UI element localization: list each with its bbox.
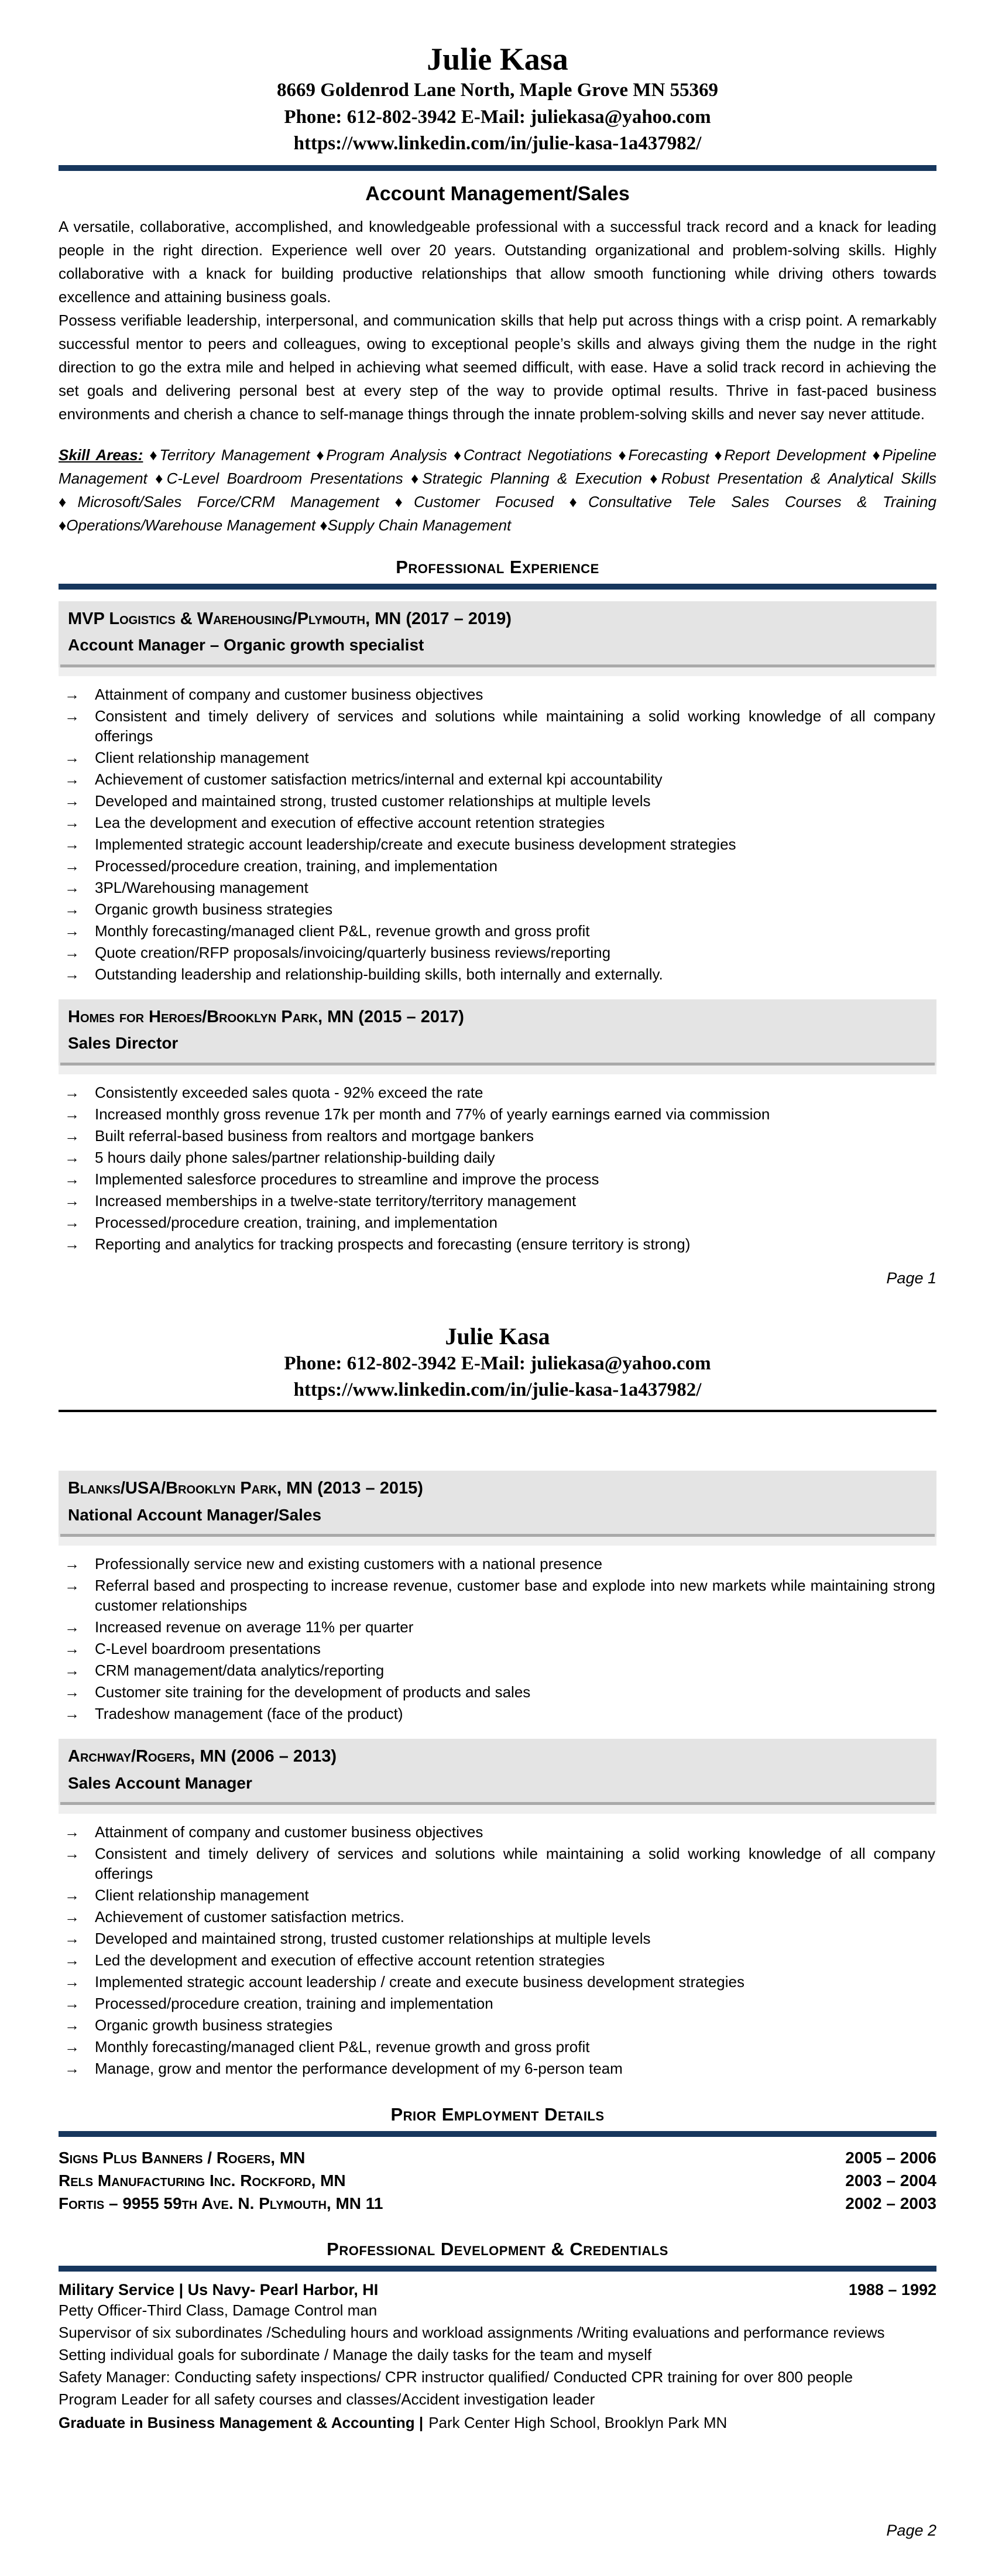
arrow-bullet-icon: → <box>64 1995 80 2013</box>
bullet-text: Organic growth business strategies <box>95 900 333 918</box>
arrow-bullet-icon: → <box>64 770 80 788</box>
bullet-item <box>59 1234 936 1254</box>
bullet-text: Monthly forecasting/managed client P&L, revenue growth and gross profit <box>95 2038 590 2056</box>
credential-line: Petty Officer-Third Class, Damage Control man <box>59 2301 378 2319</box>
section-divider <box>59 584 936 590</box>
arrow-bullet-icon: → <box>64 1930 80 1948</box>
arrow-bullet-icon: → <box>64 835 80 853</box>
arrow-bullet-icon: → <box>64 878 80 896</box>
bullet-text: CRM management/data analytics/reporting <box>95 1661 385 1679</box>
bullet-item <box>59 2015 936 2035</box>
arrow-bullet-icon: → <box>64 1661 80 1679</box>
job-section <box>59 601 936 984</box>
bullet-item <box>59 1844 936 1883</box>
bullet-text: Attainment of company and customer business objectives <box>95 685 483 703</box>
job-title: Sales Director <box>68 1034 179 1053</box>
bullet-text: Consistent and timely delivery of services and solutions while maintaining a solid working knowledge of all company offerings <box>95 1845 935 1883</box>
arrow-bullet-icon: → <box>64 1683 80 1701</box>
arrow-bullet-icon: → <box>64 1576 80 1594</box>
bullet-text: C-Level boardroom presentations <box>95 1639 321 1657</box>
address-line: 8669 Goldenrod Lane North, Maple Grove MN 55369 <box>276 80 719 101</box>
bullet-text: Achievement of customer satisfaction metrics. <box>95 1908 404 1926</box>
skill-areas-label: Skill Areas: <box>59 446 143 464</box>
arrow-bullet-icon: → <box>64 685 80 703</box>
prior-employment-row <box>59 2169 936 2192</box>
bullet-item <box>59 921 936 941</box>
arrow-bullet-icon: → <box>64 1618 80 1636</box>
bullet-text: Processed/procedure creation, training, and implementation <box>95 857 498 875</box>
job-title: Sales Account Manager <box>68 1773 252 1792</box>
arrow-bullet-icon: → <box>64 857 80 875</box>
section-heading-experience: Professional Experience <box>396 556 599 577</box>
education-line <box>59 2411 936 2434</box>
bullet-text: Tradeshow management (face of the product) <box>95 1704 403 1722</box>
job-header-strip <box>59 1066 936 1074</box>
bullet-item <box>59 769 936 789</box>
bullet-item <box>59 1639 936 1659</box>
bullet-text: Implemented salesforce procedures to streamline and improve the process <box>95 1170 599 1188</box>
page-number: Page 1 <box>886 1269 936 1287</box>
arrow-bullet-icon: → <box>64 1845 80 1863</box>
bullet-text: Developed and maintained strong, trusted customer relationships at multiple levels <box>95 1930 651 1948</box>
bullet-text: Increased memberships in a twelve-state territory/territory management <box>95 1191 577 1210</box>
job-header <box>59 1471 936 1546</box>
bullet-text: Increased monthly gross revenue 17k per month and 77% of yearly earnings earned via commission <box>95 1105 770 1123</box>
job-header <box>59 1739 936 1814</box>
arrow-bullet-icon: → <box>64 1148 80 1166</box>
bullet-text: Increased revenue on average 11% per quarter <box>95 1618 414 1636</box>
bullet-list <box>59 1554 936 1724</box>
arrow-bullet-icon: → <box>64 1704 80 1722</box>
spacer <box>59 1412 936 1459</box>
military-service-title: Military Service | Us Navy- Pearl Harbor, HI <box>59 2280 379 2298</box>
arrow-bullet-icon: → <box>64 1951 80 1969</box>
bullet-item <box>59 706 936 746</box>
job-header <box>59 601 936 676</box>
arrow-bullet-icon: → <box>64 1105 80 1123</box>
bullet-text: Quote creation/RFP proposals/invoicing/quarterly business reviews/reporting <box>95 943 611 961</box>
prior-years: 2002 – 2003 <box>845 2194 936 2213</box>
phone-email-line: Phone: 612-802-3942 E-Mail: juliekasa@yahoo.com <box>284 1352 711 1374</box>
skill-areas <box>59 443 936 537</box>
bullet-text: Monthly forecasting/managed client P&L, revenue growth and gross profit <box>95 922 590 940</box>
skill-areas-list: ♦Territory Management ♦Program Analysis ♦Contract Negotiations ♦Forecasting ♦Report Development ♦Pipeline Management ♦C-Level Boardroom Presentations ♦Strategic Planning & Execution ♦Robust Presentation & Analytical Skills ♦Microsoft/Sales Force/CRM Management ♦Customer Focused ♦Consultative Tele Sales Courses & Training ♦Operations/Warehouse Management ♦Supply Chain Management <box>59 446 936 534</box>
bullet-text: Client relationship management <box>95 748 309 766</box>
bullet-item <box>59 1147 936 1167</box>
arrow-bullet-icon: → <box>64 965 80 983</box>
job-company: Homes for Heroes/Brooklyn Park, MN (2015 – 2017) <box>68 1007 464 1026</box>
bullet-item <box>59 791 936 811</box>
bullet-list <box>59 1083 936 1254</box>
arrow-bullet-icon: → <box>64 1126 80 1145</box>
credential-line: Safety Manager: Conducting safety inspections/ CPR instructor qualified/ Conducted CPR training for over 800 people <box>59 2368 853 2386</box>
bullet-item <box>59 1554 936 1574</box>
bullet-item <box>59 748 936 768</box>
section-divider <box>59 2131 936 2137</box>
credential-line: Setting individual goals for subordinate / Manage the daily tasks for the team and myself <box>59 2345 652 2363</box>
bullet-item <box>59 1822 936 1842</box>
arrow-bullet-icon: → <box>64 1235 80 1253</box>
arrow-bullet-icon: → <box>64 922 80 940</box>
candidate-name: Julie Kasa <box>427 42 568 77</box>
arrow-bullet-icon: → <box>64 1823 80 1841</box>
arrow-bullet-icon: → <box>64 1554 80 1573</box>
education-school: Park Center High School, Brooklyn Park MN <box>428 2413 728 2431</box>
job-header-strip <box>59 667 936 676</box>
page-number: Page 2 <box>886 2521 936 2539</box>
bullet-item <box>59 1191 936 1211</box>
job-section <box>59 999 936 1254</box>
arrow-bullet-icon: → <box>64 943 80 961</box>
credentials-section <box>59 2281 936 2434</box>
bullet-item <box>59 1660 936 1680</box>
bullet-item <box>59 1972 936 1992</box>
bullet-item <box>59 856 936 876</box>
bullet-text: Developed and maintained strong, trusted customer relationships at multiple levels <box>95 792 651 810</box>
bullet-text: 3PL/Warehousing management <box>95 878 308 896</box>
bullet-text: Professionally service new and existing customers with a national presence <box>95 1554 603 1573</box>
arrow-bullet-icon: → <box>64 2016 80 2034</box>
job-header <box>59 999 936 1074</box>
credential-line: Program Leader for all safety courses and classes/Accident investigation leader <box>59 2390 595 2408</box>
prior-company: Signs Plus Banners / Rogers, MN <box>59 2149 306 2167</box>
arrow-bullet-icon: → <box>64 2038 80 2056</box>
prior-employment-row <box>59 2192 936 2215</box>
prior-company: Fortis – 9955 59th Ave. N. Plymouth, MN 11 <box>59 2194 383 2213</box>
bullet-item <box>59 834 936 854</box>
bullet-item <box>59 1704 936 1724</box>
arrow-bullet-icon: → <box>64 792 80 810</box>
job-title: National Account Manager/Sales <box>68 1505 322 1524</box>
bullet-item <box>59 1083 936 1102</box>
arrow-bullet-icon: → <box>64 900 80 918</box>
prior-company: Rels Manufacturing Inc. Rockford, MN <box>59 2171 346 2190</box>
bullet-text: Manage, grow and mentor the performance development of my 6-person team <box>95 2060 623 2078</box>
bullet-item <box>59 964 936 984</box>
job-company: Blanks/USA/Brooklyn Park, MN (2013 – 2015) <box>68 1478 423 1498</box>
bullet-text: Lea the development and execution of effective account retention strategies <box>95 813 605 831</box>
bullet-list <box>59 1822 936 2078</box>
arrow-bullet-icon: → <box>64 813 80 831</box>
bullet-text: Reporting and analytics for tracking prospects and forecasting (ensure territory is strong) <box>95 1235 691 1253</box>
bullet-text: Consistent and timely delivery of services and solutions while maintaining a solid working knowledge of all company offerings <box>95 707 935 745</box>
prior-employment-row <box>59 2146 936 2169</box>
bullet-item <box>59 1907 936 1927</box>
bullet-item <box>59 1126 936 1146</box>
credentials-lines <box>59 2299 936 2410</box>
bullet-list <box>59 684 936 984</box>
page-1 <box>59 41 936 1287</box>
bullet-item <box>59 1212 936 1232</box>
bullet-item <box>59 684 936 704</box>
education-degree: Graduate in Business Management & Accounting | <box>59 2413 424 2431</box>
bullet-text: Led the development and execution of effective account retention strategies <box>95 1951 605 1969</box>
bullet-item <box>59 1993 936 2013</box>
bullet-item <box>59 2058 936 2078</box>
arrow-bullet-icon: → <box>64 1191 80 1210</box>
military-service-years: 1988 – 1992 <box>848 2280 936 2298</box>
prior-employment-list <box>59 2146 936 2215</box>
section-divider <box>59 2266 936 2272</box>
arrow-bullet-icon: → <box>64 748 80 766</box>
arrow-bullet-icon: → <box>64 1083 80 1101</box>
linkedin-url: https://www.linkedin.com/in/julie-kasa-1a437982/ <box>293 1379 702 1401</box>
bullet-item <box>59 1682 936 1702</box>
arrow-bullet-icon: → <box>64 1973 80 1991</box>
linkedin-url: https://www.linkedin.com/in/julie-kasa-1a437982/ <box>293 133 702 155</box>
role-title: Account Management/Sales <box>365 182 630 205</box>
section-heading-credentials: Professional Development & Credentials <box>327 2238 668 2259</box>
job-company: MVP Logistics & Warehousing/Plymouth, MN (2017 – 2019) <box>68 609 512 628</box>
bullet-item <box>59 1928 936 1948</box>
bullet-text: Achievement of customer satisfaction metrics/internal and external kpi accountability <box>95 770 663 788</box>
credential-line: Supervisor of six subordinates /Scheduling hours and workload assignments /Writing evaluations and performance reviews <box>59 2323 885 2341</box>
bullet-text: Built referral-based business from realtors and mortgage bankers <box>95 1126 534 1145</box>
arrow-bullet-icon: → <box>64 1213 80 1231</box>
prior-years: 2005 – 2006 <box>845 2149 936 2167</box>
job-section <box>59 1471 936 1724</box>
bullet-text: Client relationship management <box>95 1886 309 1904</box>
summary-section <box>59 215 936 426</box>
bullet-text: Consistently exceeded sales quota - 92% exceed the rate <box>95 1083 483 1101</box>
bullet-item <box>59 878 936 898</box>
summary-paragraph: Possess verifiable leadership, interpersonal, and communication skills that help put across things with a crisp point. A remarkably successful mentor to peers and colleagues, owing to exceptional people’s skills and always giving them the nudge in the right direction to go the extra mile and helped in achieving what seemed difficult, with ease. Have a solid track record in achieving the set goals and delivering personal best at every step of the way to provide optimal results. Thrive in fast-paced business environments and cherish a chance to self-manage things through the innate problem-solving skills and never say never attitude. <box>59 311 936 423</box>
bullet-item <box>59 813 936 833</box>
bullet-item <box>59 1104 936 1124</box>
bullet-item <box>59 899 936 919</box>
bullet-item <box>59 1885 936 1905</box>
arrow-bullet-icon: → <box>64 1170 80 1188</box>
arrow-bullet-icon: → <box>64 1886 80 1904</box>
arrow-bullet-icon: → <box>64 2060 80 2078</box>
bullet-item <box>59 1169 936 1189</box>
bullet-item <box>59 943 936 962</box>
page-2 <box>59 1323 936 2540</box>
bullet-text: Organic growth business strategies <box>95 2016 333 2034</box>
bullet-text: Implemented strategic account leadership / create and execute business development strategies <box>95 1973 744 1991</box>
bullet-text: Outstanding leadership and relationship-building skills, both internally and externally. <box>95 965 663 983</box>
phone-email-line: Phone: 612-802-3942 E-Mail: juliekasa@yahoo.com <box>284 106 711 128</box>
bullet-text: Implemented strategic account leadership/create and execute business development strategies <box>95 835 736 853</box>
arrow-bullet-icon: → <box>64 1908 80 1926</box>
bullet-item <box>59 1617 936 1637</box>
military-service-row <box>59 2281 936 2299</box>
bullet-text: Customer site training for the development of products and sales <box>95 1683 531 1701</box>
job-title: Account Manager – Organic growth specialist <box>68 636 424 655</box>
header-divider <box>59 165 936 171</box>
arrow-bullet-icon: → <box>64 1639 80 1657</box>
summary-paragraph: A versatile, collaborative, accomplished, and knowledgeable professional with a successful track record and a knack for leading people in the right direction. Experience well over 20 years. Outstanding organizational and problem-solving skills. Highly collaborative with a knack for building productive relationships that allow smooth functioning while driving others towards excellence and attaining business goals. <box>59 217 936 306</box>
bullet-item <box>59 1575 936 1615</box>
bullet-text: Processed/procedure creation, training, and implementation <box>95 1213 498 1231</box>
candidate-name: Julie Kasa <box>445 1323 550 1349</box>
job-section <box>59 1739 936 2078</box>
bullet-text: Processed/procedure creation, training and implementation <box>95 1995 493 2013</box>
bullet-item <box>59 1950 936 1970</box>
bullet-text: Referral based and prospecting to increase revenue, customer base and explode into new markets while maintaining strong customer relationships <box>95 1576 935 1614</box>
bullet-text: 5 hours daily phone sales/partner relationship-building daily <box>95 1148 495 1166</box>
prior-years: 2003 – 2004 <box>845 2171 936 2190</box>
bullet-item <box>59 2037 936 2057</box>
section-heading-prior-employment: Prior Employment Details <box>390 2104 605 2125</box>
arrow-bullet-icon: → <box>64 707 80 725</box>
bullet-text: Attainment of company and customer business objectives <box>95 1823 483 1841</box>
job-header-strip <box>59 1805 936 1814</box>
job-header-strip <box>59 1537 936 1546</box>
page-break <box>59 1287 936 1323</box>
job-company: Archway/Rogers, MN (2006 – 2013) <box>68 1746 337 1766</box>
